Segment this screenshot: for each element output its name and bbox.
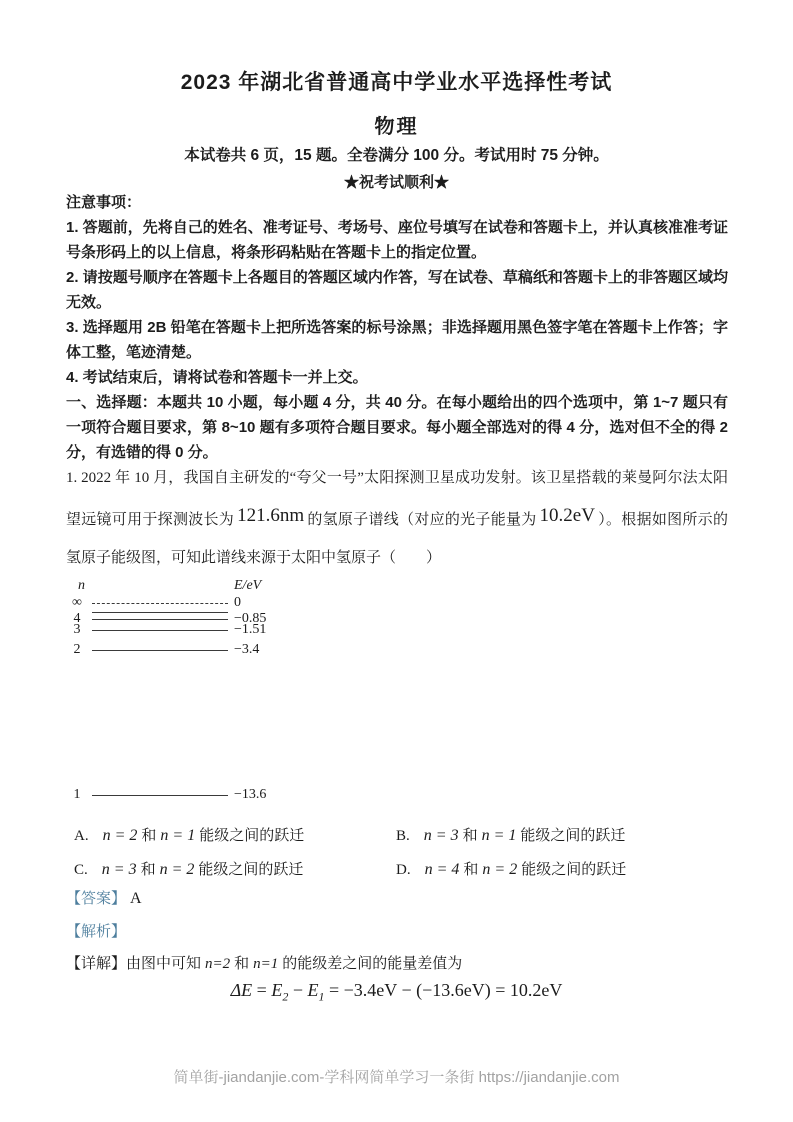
formula-delta-e: ΔE xyxy=(230,980,253,1000)
option-text: 能级之间的跃迁 xyxy=(198,862,304,878)
notice-item-3: 3. 选择题用 2B 铅笔在答题卡上把所选答案的标号涂黑；非选择题用黑色签字笔在答题卡上作答；字体工整，笔迹清楚。 xyxy=(66,319,728,361)
level-energy-value: −0.85 xyxy=(234,611,267,626)
energy-level-3 xyxy=(66,622,336,638)
option-math: n = 2 xyxy=(482,861,518,878)
question-1-part-1: 1. 2022 年 10 月，我国自主研发的“夸父一号”太阳探测卫星成功发射。该卫星搭载的莱曼阿尔法太阳望远镜可用于探测波长为 xyxy=(66,470,728,528)
photon-energy-value: 10.2eV xyxy=(539,505,595,526)
wavelength-value: 121.6nm xyxy=(237,505,305,526)
option-B xyxy=(396,823,728,849)
level-energy-value: 0 xyxy=(234,595,241,610)
option-text: 能级之间的跃迁 xyxy=(199,828,305,844)
options-grid xyxy=(74,823,728,883)
question-1-part-2: 的氢原子谱线（对应的光子能量为 xyxy=(307,512,537,528)
option-letter: C. xyxy=(74,862,88,878)
option-math: n = 1 xyxy=(160,827,196,844)
level-line xyxy=(92,619,228,620)
option-math: n = 3 xyxy=(101,861,137,878)
answer-tag: 【答案】 xyxy=(66,891,127,907)
level-energy-value: −3.4 xyxy=(234,642,260,657)
answer-value: A xyxy=(130,890,142,907)
notice-item-2: 2. 请按题号顺序在答题卡上各题目的答题区域内作答，写在试卷、草稿纸和答题卡上的非答题区域均无效。 xyxy=(66,269,728,311)
section-one-header: 一、选择题：本题共 10 小题，每小题 4 分，共 40 分。在每小题给出的四个选项中，第 1~7 题只有一项符合题目要求，第 8~10 题有多项符合题目要求。每小题全部选对的得 4 分，选对但不全的得 2 分，有选错的得 0 分。 xyxy=(66,394,728,461)
wish-line: ★祝考试顺利★ xyxy=(343,174,449,191)
exam-info-line: 本试卷共 6 页，15 题。全卷满分 100 分。考试用时 75 分钟。 xyxy=(184,147,609,164)
option-conjunction: 和 xyxy=(141,828,157,844)
detail-explanation-line xyxy=(66,952,728,973)
answer-line xyxy=(66,887,142,908)
notice-item-1: 1. 答题前，先将自己的姓名、准考证号、考场号、座位号填写在试卷和答题卡上，并认真核准准考证号条形码上的以上信息，将条形码粘贴在答题卡上的指定位置。 xyxy=(66,219,728,261)
subject-title: 物理 xyxy=(374,116,419,138)
notice-item-4: 4. 考试结束后，请将试卷和答题卡一并上交。 xyxy=(66,369,368,386)
option-text: 能级之间的跃迁 xyxy=(521,862,627,878)
option-math: n = 2 xyxy=(102,827,138,844)
question-1-part-3: ）。根据如图所示的氢原子能级图，可知此谱线来源于太阳中氢原子（ ） xyxy=(66,512,728,566)
level-n-label: 2 xyxy=(73,642,81,657)
option-letter: B. xyxy=(396,828,410,844)
level-energy-value: −1.51 xyxy=(234,622,267,637)
question-1-text xyxy=(66,459,728,577)
detail-math: n=2 xyxy=(205,956,231,972)
option-conjunction: 和 xyxy=(462,828,478,844)
detail-math: n=1 xyxy=(253,956,279,972)
hydrogen-energy-level-diagram xyxy=(66,578,336,818)
option-letter: D. xyxy=(396,862,411,878)
option-math: n = 3 xyxy=(423,827,459,844)
option-conjunction: 和 xyxy=(140,862,156,878)
notice-heading: 注意事项： xyxy=(66,194,142,211)
formula-result: = −3.4eV − (−13.6eV) = 10.2eV xyxy=(324,980,563,1000)
detail-text: 由图中可知 xyxy=(126,956,202,972)
level-line xyxy=(92,795,228,796)
option-text: 能级之间的跃迁 xyxy=(520,828,626,844)
diagram-axis-n-label: n xyxy=(78,578,85,593)
watermark-footer: 简单街-jiandanjie.com-学科网简单学习一条街 https://jiandanjie.com xyxy=(173,1069,620,1086)
energy-level-1 xyxy=(66,787,336,803)
analysis-line xyxy=(66,920,126,941)
level-line xyxy=(92,650,228,651)
level-n-label: 4 xyxy=(73,611,81,626)
detail-tag: 【详解】 xyxy=(66,956,127,972)
page-title: 2023 年湖北省普通高中学业水平选择性考试 xyxy=(180,71,613,94)
level-n-label: 1 xyxy=(73,787,81,802)
energy-level-2 xyxy=(66,642,336,658)
energy-difference-formula: $\Delta E = E_2 - E_1 = -3.4eV - (-13.6eV) = 10.2eV$ xyxy=(230,980,563,1004)
option-letter: A. xyxy=(74,828,89,844)
notice-section xyxy=(66,190,728,465)
option-math: n = 2 xyxy=(159,861,195,878)
analysis-tag: 【解析】 xyxy=(66,923,127,940)
detail-text: 和 xyxy=(234,956,250,972)
option-math: n = 4 xyxy=(424,861,460,878)
option-D xyxy=(396,857,728,883)
option-math: n = 1 xyxy=(481,827,517,844)
option-A xyxy=(74,823,396,849)
detail-text: 的能级差之间的能量差值为 xyxy=(282,956,463,972)
level-n-label: 3 xyxy=(73,622,81,637)
level-line xyxy=(92,630,228,631)
diagram-axis-energy-label: E/eV xyxy=(234,578,262,593)
option-C xyxy=(74,857,396,883)
level-energy-value: −13.6 xyxy=(234,787,267,802)
option-conjunction: 和 xyxy=(463,862,479,878)
level-n-label: ∞ xyxy=(72,595,82,610)
